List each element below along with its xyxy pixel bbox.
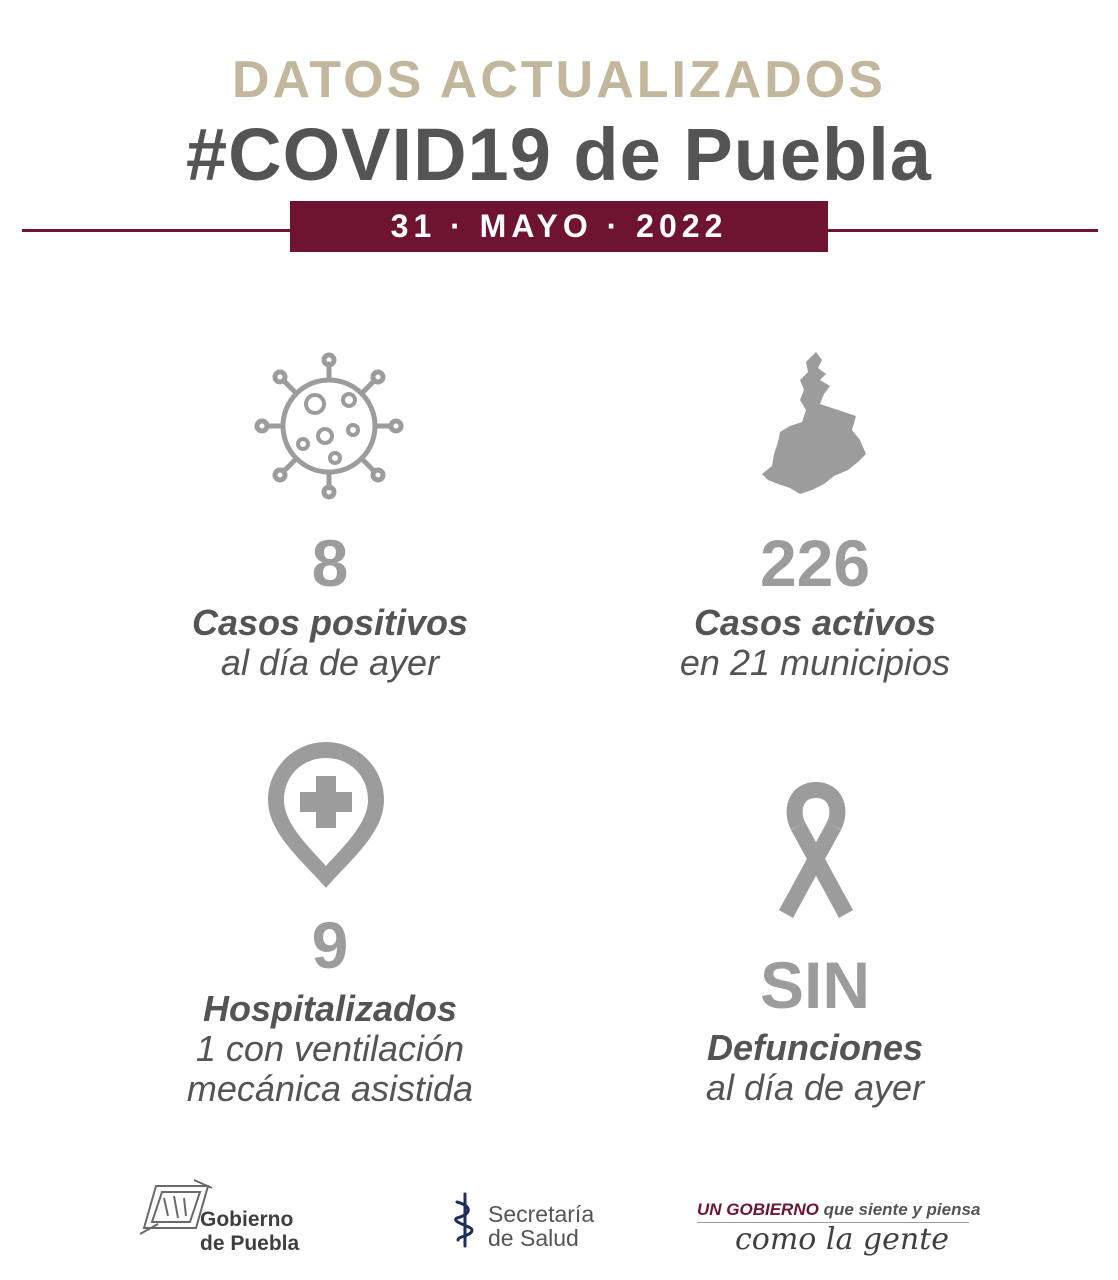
page-title: #COVID19 de Puebla — [186, 113, 932, 196]
divider-left — [22, 229, 292, 232]
salud-line-2: de Salud — [488, 1225, 579, 1251]
active-cases-sub: en 21 municipios — [679, 642, 951, 683]
slogan-script: como la gente — [735, 1222, 950, 1257]
hospitalized-title: Hospitalizados — [202, 988, 458, 1029]
hospitalized-sub-1: 1 con ventilación — [195, 1028, 465, 1069]
caduceus-icon — [452, 1192, 478, 1248]
deaths-value: SIN — [759, 948, 871, 1022]
positive-cases-value: 8 — [311, 526, 349, 600]
gobierno-puebla-logo — [200, 1208, 299, 1256]
positive-cases-sub: al día de ayer — [220, 642, 440, 683]
active-cases-label — [615, 603, 1015, 683]
virus-icon — [253, 352, 405, 500]
hospital-pin-icon — [268, 742, 384, 888]
kicker-title: DATOS ACTUALIZADOS — [232, 51, 886, 109]
active-cases-value: 226 — [759, 526, 871, 600]
gobierno-line-1: Gobierno — [200, 1208, 294, 1231]
date-banner: 31 · MAYO · 2022 — [290, 201, 828, 252]
secretaria-salud-logo — [488, 1202, 594, 1250]
active-cases-title: Casos activos — [693, 602, 937, 643]
positive-cases-label — [130, 603, 530, 683]
slogan-rest: que siente y piensa — [818, 1200, 981, 1219]
slogan-accent: UN GOBIERNO — [697, 1200, 819, 1219]
positive-cases-title: Casos positivos — [191, 602, 469, 643]
deaths-title: Defunciones — [706, 1027, 924, 1068]
divider-right — [826, 229, 1098, 232]
salud-line-1: Secretaría — [488, 1201, 595, 1227]
ribbon-icon — [766, 780, 866, 924]
hospitalized-sub-2: mecánica asistida — [186, 1068, 474, 1109]
slogan-top — [697, 1200, 980, 1220]
gobierno-line-2: de Puebla — [200, 1232, 300, 1255]
hospitalized-label — [130, 989, 530, 1109]
hospitalized-value: 9 — [311, 908, 349, 982]
deaths-label — [615, 1028, 1015, 1108]
deaths-sub: al día de ayer — [705, 1067, 925, 1108]
puebla-map-icon — [760, 350, 870, 498]
